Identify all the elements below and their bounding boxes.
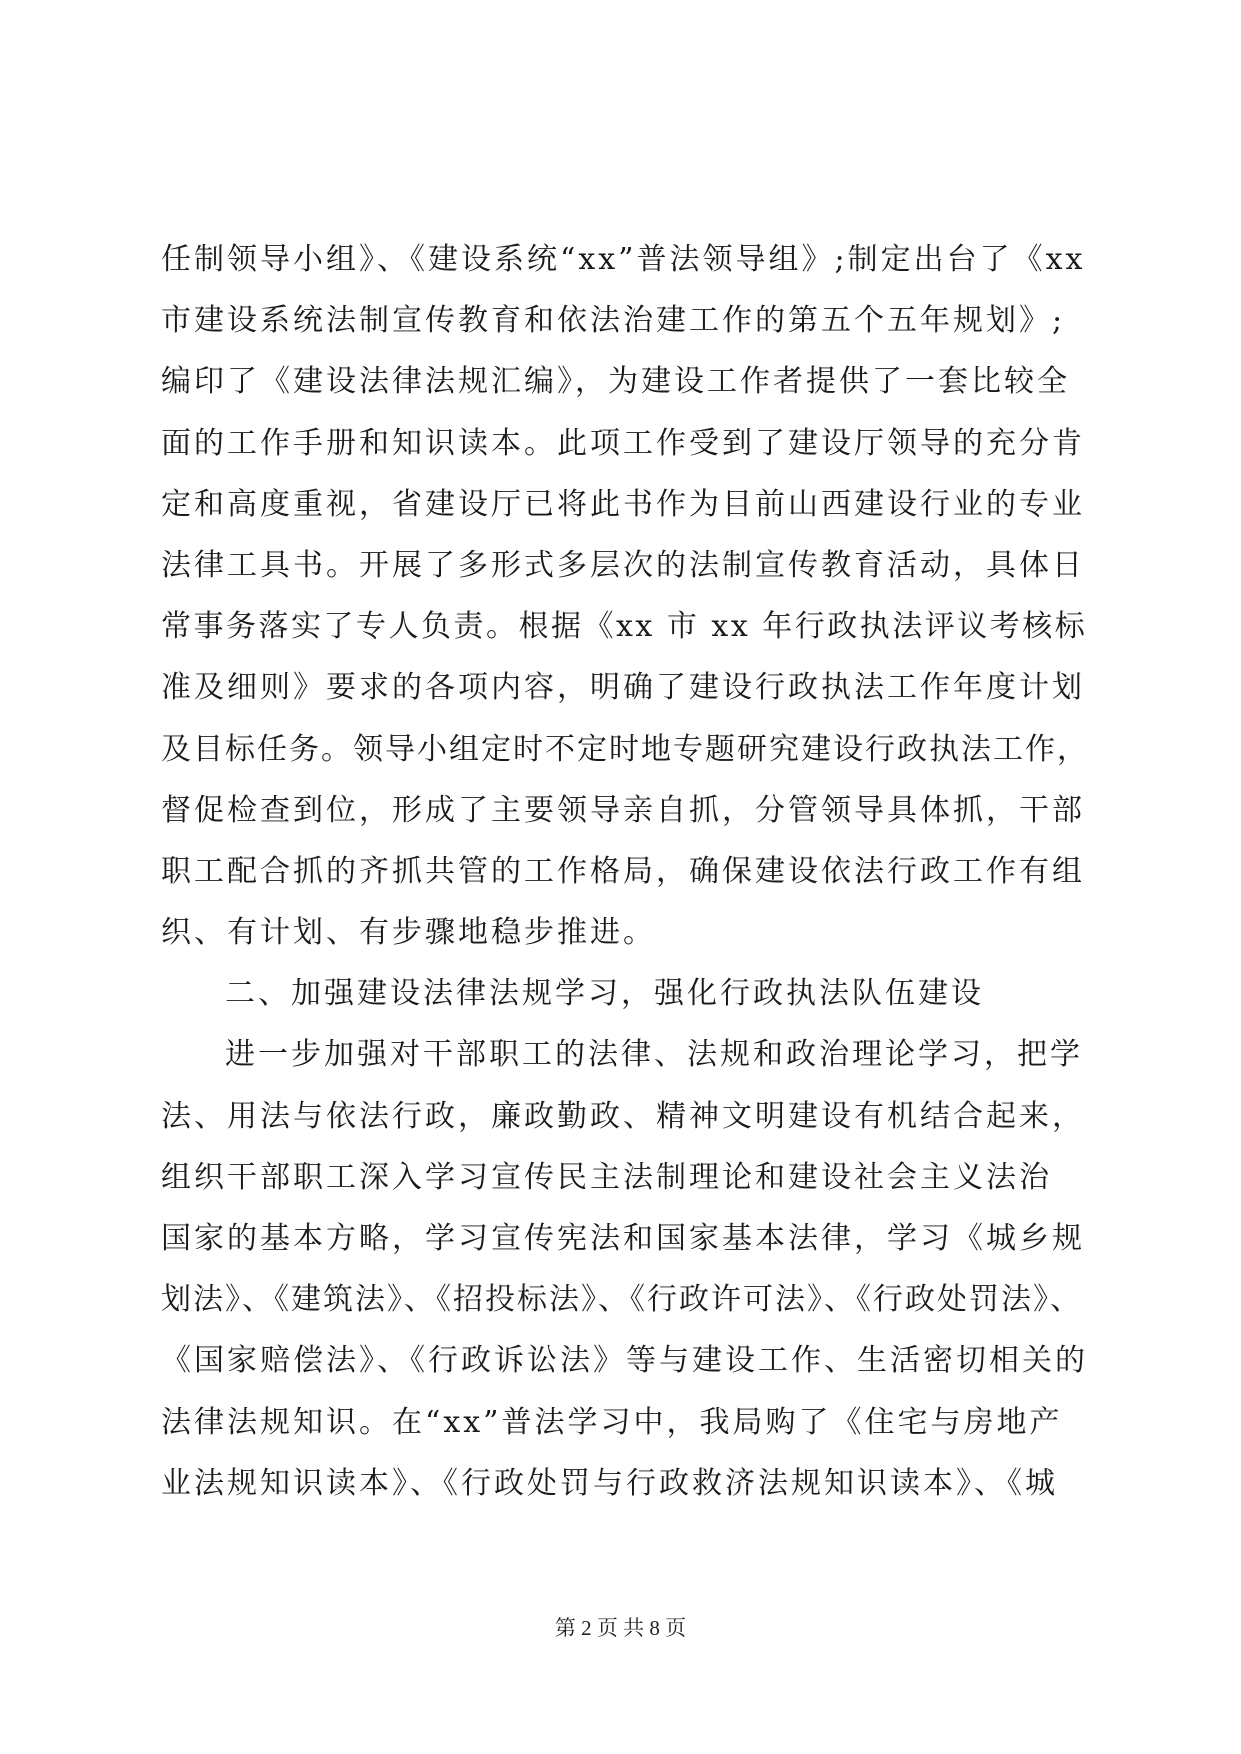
- text-line: 业法规知识读本》、《行政处罚与行政救济法规知识读本》、《城: [161, 1465, 1058, 1501]
- text-line: 《国家赔偿法》、《行政诉讼法》等与建设工作、生活密切相关的: [161, 1343, 1088, 1379]
- text-line: 组织干部职工深入学习宣传民主法制理论和建设社会主义法治: [161, 1159, 1052, 1195]
- text-line: 面的工作手册和知识读本。此项工作受到了建设厅领导的充分肯: [161, 425, 1085, 461]
- text-line: 准及细则》要求的各项内容，明确了建设行政执法工作年度计划: [161, 670, 1085, 706]
- text-line: 织、有计划、有步骤地稳步推进。: [161, 915, 656, 951]
- text-line: 任制领导小组》、《建设系统“xx”普法领导组》;制定出台了《xx: [161, 242, 1086, 277]
- text-line: 市建设系统法制宣传教育和依法治建工作的第五个五年规划》;: [161, 303, 1066, 339]
- text-line: 法律工具书。开展了多形式多层次的法制宣传教育活动，具体日: [161, 547, 1085, 583]
- text-line: 法、用法与依法行政，廉政勤政、精神文明建设有机结合起来，: [161, 1098, 1085, 1134]
- paragraph-first-line: 进一步加强对干部职工的法律、法规和政治理论学习，把学: [225, 1037, 1083, 1073]
- text-line: 国家的基本方略，学习宣传宪法和国家基本法律，学习《城乡规: [161, 1221, 1085, 1256]
- section-heading: 二、加强建设法律法规学习，强化行政执法队伍建设: [225, 976, 984, 1012]
- text-line: 常事务落实了专人负责。根据《xx 市 xx 年行政执法评议考核标: [161, 609, 1088, 645]
- document-body: [161, 229, 1091, 1514]
- text-line: 及目标任务。领导小组定时不定时地专题研究建设行政执法工作，: [161, 731, 1089, 767]
- text-line: 定和高度重视，省建设厅已将此书作为目前山西建设行业的专业: [161, 486, 1085, 522]
- text-line: 划法》、《建筑法》、《招投标法》、《行政许可法》、《行政处罚法》、: [161, 1282, 1082, 1318]
- text-line: 职工配合抓的齐抓共管的工作格局，确保建设依法行政工作有组: [161, 853, 1085, 889]
- text-line: 法律法规知识。在“xx”普法学习中，我局购了《住宅与房地产: [161, 1404, 1063, 1440]
- text-line: 督促检查到位，形成了主要领导亲自抓，分管领导具体抓，干部: [161, 792, 1085, 828]
- page-number-footer: 第 2 页 共 8 页: [554, 1616, 687, 1640]
- text-line: 编印了《建设法律法规汇编》，为建设工作者提供了一套比较全: [161, 364, 1070, 400]
